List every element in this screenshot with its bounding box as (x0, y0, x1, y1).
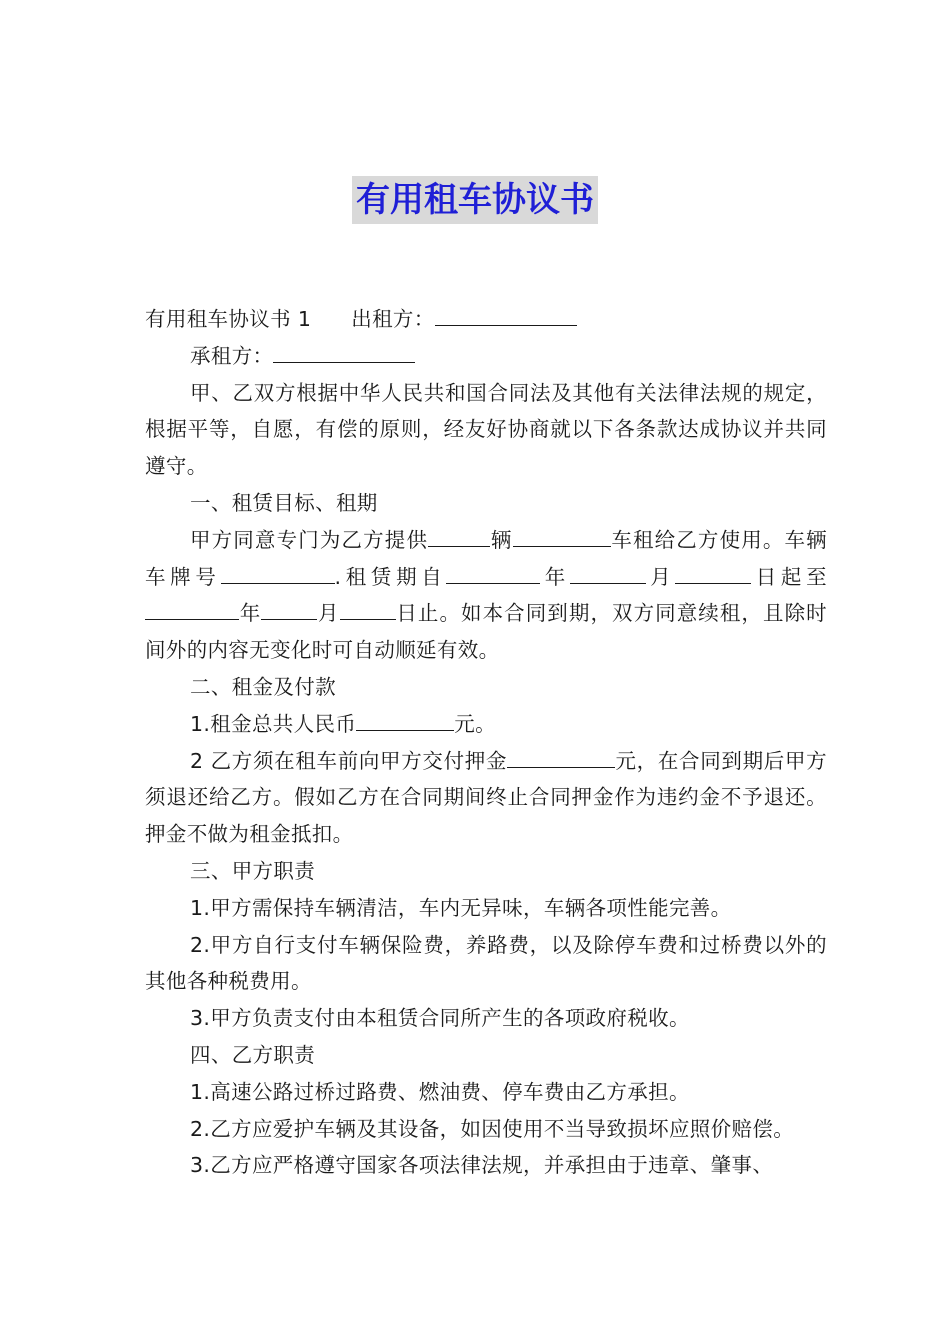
vehicle-model-blank (513, 526, 611, 547)
start-year-blank (446, 563, 540, 584)
text-segment: 1.租金总共人民币 (190, 711, 357, 736)
lessee-duty-1: 1.高速公路过桥过路费、燃油费、停车费由乙方承担。 (190, 1079, 690, 1104)
preamble-paragraph: 甲、乙双方根据中华人民共和国合同法及其他有关法律法规的规定，根据平等，自愿，有偿的原则，经友好协商就以下各条款达成协议并共同遵守。 (145, 380, 827, 479)
text-segment: 车租给乙方使用。车辆车牌号 (145, 527, 827, 589)
start-month-blank (570, 563, 646, 584)
end-month-blank (261, 599, 317, 620)
text-segment: 年 (540, 564, 570, 589)
lessor-duty-2: 2.甲方自行支付车辆保险费，养路费，以及除停车费和过桥费以外的其他各种税费用。 (145, 932, 827, 994)
lease-term-paragraph (145, 522, 827, 669)
section-1-heading: 一、租赁目标、租期 (190, 490, 378, 515)
lessee-duty-3: 3.乙方应严格遵守国家各项法律法规，并承担由于违章、肇事、 (190, 1153, 774, 1178)
lessee-blank (273, 342, 415, 363)
rent-amount-paragraph (145, 706, 827, 743)
text-segment: 月 (645, 564, 676, 589)
start-day-blank (675, 563, 751, 584)
text-segment: 日起至 (751, 564, 827, 589)
text-segment: 辆 (490, 527, 513, 552)
rent-amount-blank (356, 710, 454, 731)
party-a-line (145, 301, 827, 338)
text-segment: 甲方同意专门为乙方提供 (190, 527, 429, 552)
text-segment: 年 (239, 601, 262, 626)
text-segment: 元，在合同到期后甲方须退还给乙方。假如乙方在合同期间终止合同押金作为违约金不予退还。押金不做为租金抵扣。 (145, 748, 827, 847)
document-body (145, 301, 827, 1184)
document-title-wrap (0, 176, 950, 224)
lessee-duty-2: 2.乙方应爱护车辆及其设备，如因使用不当导致损坏应照价赔偿。 (190, 1116, 795, 1141)
plate-number-blank (221, 563, 335, 584)
lessor-blank (435, 305, 577, 326)
document-title: 有用租车协议书 (352, 176, 598, 224)
vehicle-count-blank (428, 526, 490, 547)
text-segment: 元。 (454, 711, 496, 736)
party-b-line (145, 338, 827, 375)
end-day-blank (340, 599, 396, 620)
lessor-duty-3: 3.甲方负责支付由本租赁合同所产生的各项政府税收。 (190, 1006, 690, 1031)
lessor-label: 出租方： (351, 307, 435, 331)
section-4-heading: 四、乙方职责 (190, 1042, 316, 1067)
text-segment: 日止。如本合同到期，双方同意续租，且除时间外的内容无变化时可自动顺延有效。 (145, 601, 827, 663)
text-segment: .租赁期自 (334, 564, 447, 589)
lessee-label: 承租方： (190, 343, 274, 368)
lessor-duty-1: 1.甲方需保持车辆清洁，车内无异味，车辆各项性能完善。 (190, 895, 732, 920)
agreement-heading: 有用租车协议书 1 (145, 307, 312, 331)
deposit-amount-blank (507, 747, 615, 768)
section-2-heading: 二、租金及付款 (190, 674, 336, 699)
deposit-paragraph (145, 743, 827, 853)
section-3-heading: 三、甲方职责 (190, 858, 316, 883)
end-year-blank (145, 599, 239, 620)
text-segment: 月 (317, 601, 340, 626)
text-segment: 2 乙方须在租车前向甲方交付押金 (190, 748, 508, 773)
